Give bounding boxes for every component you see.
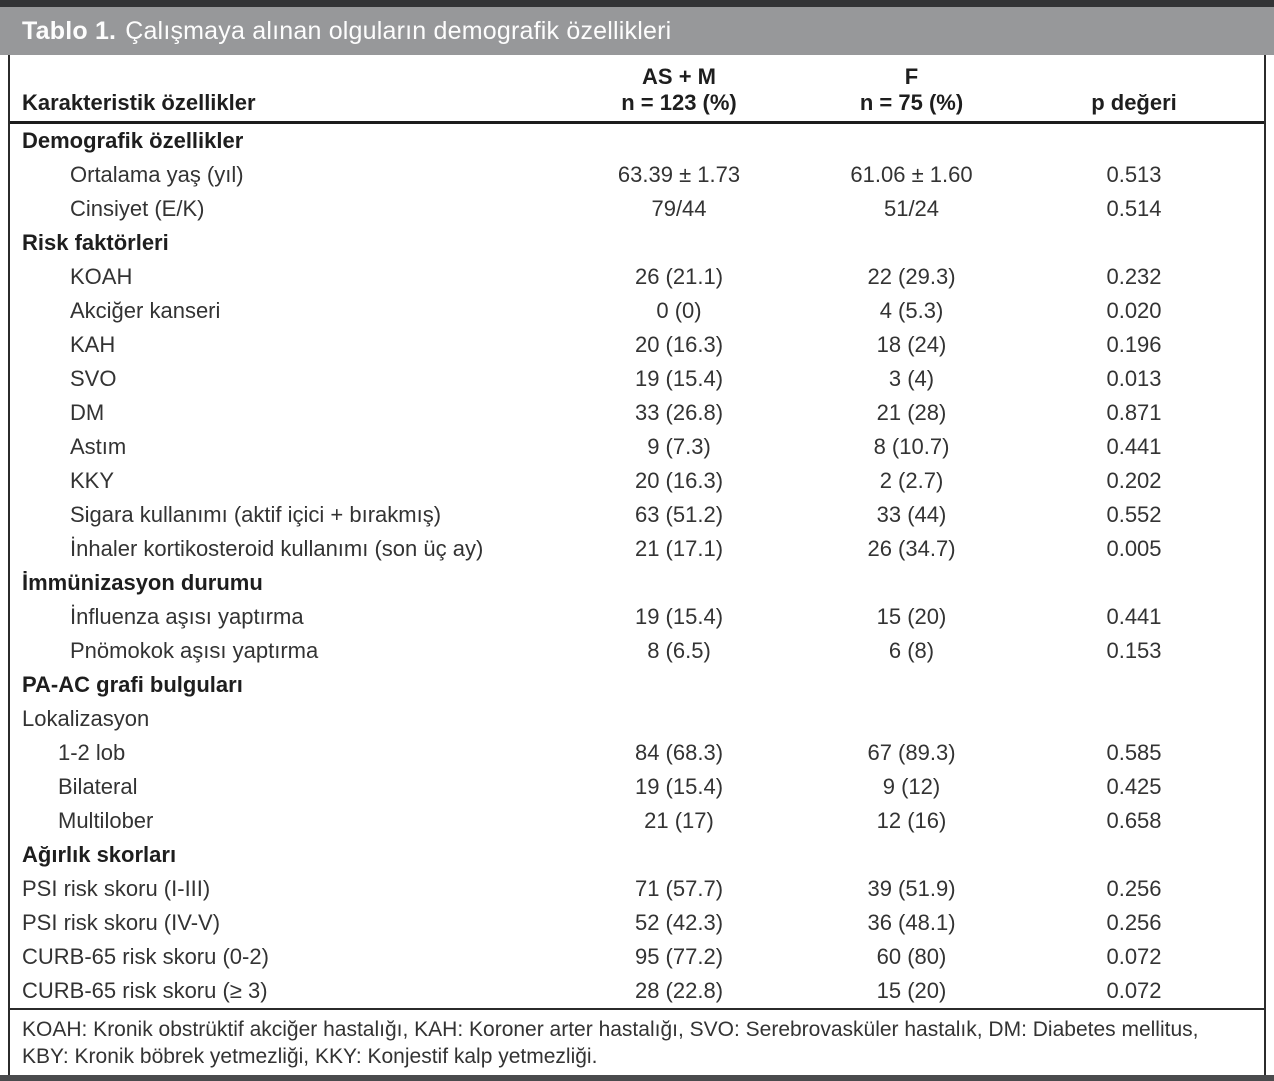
table-row [10,702,1264,736]
cell-p-value: 0.005 [1106,536,1162,561]
cell-p-value: 0.202 [1106,468,1162,493]
cell-as-m: 21 (17) [644,808,714,833]
cell-f: 21 (28) [876,400,947,425]
row-label: SVO [70,366,117,391]
table-title-bar [0,7,1274,55]
row-label: CURB-65 risk skoru (≥ 3) [22,978,268,1003]
table-row [10,464,1264,498]
cell-f: 3 (4) [888,366,935,391]
table-row [10,396,1264,430]
col-header-f-n: n = 75 (%) [859,90,964,115]
col-header-group-f [804,64,1019,116]
cell-as-m: 9 (7.3) [647,434,711,459]
row-label: Akciğer kanseri [70,298,221,323]
cell-as-m: 52 (42.3) [634,910,724,935]
col-header-p-value: p değeri [1091,90,1177,115]
cell-p-value: 0.013 [1106,366,1162,391]
cell-as-m: 20 (16.3) [634,468,724,493]
cell-f: 2 (2.7) [879,468,944,493]
row-label: Bilateral [58,774,138,799]
cell-f: 4 (5.3) [879,298,944,323]
col-header-asm-name: AS + M [642,64,716,89]
table-row [10,260,1264,294]
cell-p-value: 0.072 [1106,944,1162,969]
table-row [10,634,1264,668]
cell-f: 12 (16) [876,808,947,833]
table-frame [8,55,1266,1075]
table-row [10,362,1264,396]
cell-as-m: 79/44 [651,196,707,221]
row-label: DM [70,400,105,425]
cell-as-m: 95 (77.2) [634,944,724,969]
table-row [10,328,1264,362]
cell-p-value: 0.256 [1106,876,1162,901]
cell-p-value: 0.871 [1106,400,1162,425]
row-label: İnfluenza aşısı yaptırma [70,604,304,629]
cell-p-value: 0.020 [1106,298,1162,323]
cell-as-m: 28 (22.8) [634,978,724,1003]
cell-f: 61.06 ± 1.60 [850,162,973,187]
cell-f: 15 (20) [876,978,947,1003]
table-row [10,498,1264,532]
cell-p-value: 0.658 [1106,808,1162,833]
row-label: Ortalama yaş (yıl) [70,162,244,187]
row-label: PA-AC grafi bulguları [22,672,243,697]
table-row [10,736,1264,770]
row-label: Multilober [58,808,154,833]
cell-f: 8 (10.7) [873,434,950,459]
row-label: PSI risk skoru (I-III) [22,876,211,901]
cell-p-value: 0.585 [1106,740,1162,765]
row-label: 1-2 lob [58,740,126,765]
cell-as-m: 84 (68.3) [634,740,724,765]
column-headers [10,55,1264,124]
table-row [10,872,1264,906]
row-label: CURB-65 risk skoru (0-2) [22,944,269,969]
cell-p-value: 0.441 [1106,604,1162,629]
cell-f: 15 (20) [876,604,947,629]
row-label: Ağırlık skorları [22,842,177,867]
cell-p-value: 0.441 [1106,434,1162,459]
table-row [10,668,1264,702]
row-label: Cinsiyet (E/K) [70,196,205,221]
row-label: İnhaler kortikosteroid kullanımı (son üç ay) [70,536,484,561]
row-label: Demografik özellikler [22,128,244,153]
bottom-rule [0,1075,1274,1081]
table-row [10,804,1264,838]
table-row [10,226,1264,260]
row-label: KOAH [70,264,133,289]
table-row [10,294,1264,328]
row-label: Lokalizasyon [22,706,150,731]
cell-f: 33 (44) [876,502,947,527]
cell-as-m: 8 (6.5) [647,638,711,663]
cell-f: 22 (29.3) [867,264,956,289]
cell-as-m: 19 (15.4) [634,604,724,629]
row-label: Astım [70,434,127,459]
table-row [10,430,1264,464]
col-header-f-name: F [904,64,919,89]
table-row [10,158,1264,192]
cell-f: 39 (51.9) [867,876,956,901]
cell-f: 51/24 [883,196,940,221]
cell-as-m: 33 (26.8) [634,400,724,425]
cell-f: 9 (12) [882,774,941,799]
cell-p-value: 0.196 [1106,332,1162,357]
cell-as-m: 19 (15.4) [634,774,724,799]
table-footnote: KOAH: Kronik obstrüktif akciğer hastalığı, KAH: Koroner arter hastalığı, SVO: Serebrovasküler hastalık, DM: Diabetes mellitus, KBY: Kronik böbrek yetmezliği, KKY: Konjestif kalp yetmezliği. [10,1008,1264,1075]
row-label: KAH [70,332,116,357]
row-label: KKY [70,468,115,493]
col-header-group-asm [554,64,804,116]
cell-p-value: 0.552 [1106,502,1162,527]
table-title: Çalışmaya alınan olguların demografik özellikleri [125,16,672,45]
cell-as-m: 63 (51.2) [634,502,724,527]
col-header-asm-n: n = 123 (%) [621,90,737,115]
table-row [10,940,1264,974]
table-row [10,566,1264,600]
cell-f: 67 (89.3) [867,740,956,765]
cell-as-m: 0 (0) [656,298,702,323]
cell-as-m: 26 (21.1) [634,264,724,289]
cell-p-value: 0.153 [1106,638,1162,663]
table-row [10,532,1264,566]
table-row [10,124,1264,158]
table-row [10,906,1264,940]
cell-f: 36 (48.1) [867,910,956,935]
cell-f: 26 (34.7) [867,536,956,561]
cell-f: 6 (8) [888,638,935,663]
cell-f: 18 (24) [876,332,947,357]
table-row [10,974,1264,1008]
cell-p-value: 0.513 [1106,162,1162,187]
top-rule [0,0,1274,7]
cell-p-value: 0.256 [1106,910,1162,935]
table-body [10,124,1264,1008]
cell-as-m: 63.39 ± 1.73 [617,162,741,187]
row-label: İmmünizasyon durumu [22,570,263,595]
table-number: Tablo 1. [22,16,117,45]
cell-f: 60 (80) [876,944,947,969]
cell-p-value: 0.514 [1106,196,1162,221]
row-label: Pnömokok aşısı yaptırma [70,638,319,663]
row-label: Risk faktörleri [22,230,169,255]
table-row [10,192,1264,226]
cell-p-value: 0.072 [1106,978,1162,1003]
table-row [10,600,1264,634]
cell-p-value: 0.425 [1106,774,1162,799]
cell-p-value: 0.232 [1106,264,1162,289]
row-label: Sigara kullanımı (aktif içici + bırakmış) [70,502,442,527]
row-label: PSI risk skoru (IV-V) [22,910,221,935]
col-header-characteristics: Karakteristik özellikler [22,90,256,115]
cell-as-m: 20 (16.3) [634,332,724,357]
cell-as-m: 21 (17.1) [634,536,724,561]
table-row [10,770,1264,804]
cell-as-m: 19 (15.4) [634,366,724,391]
table-row [10,838,1264,872]
cell-as-m: 71 (57.7) [634,876,724,901]
